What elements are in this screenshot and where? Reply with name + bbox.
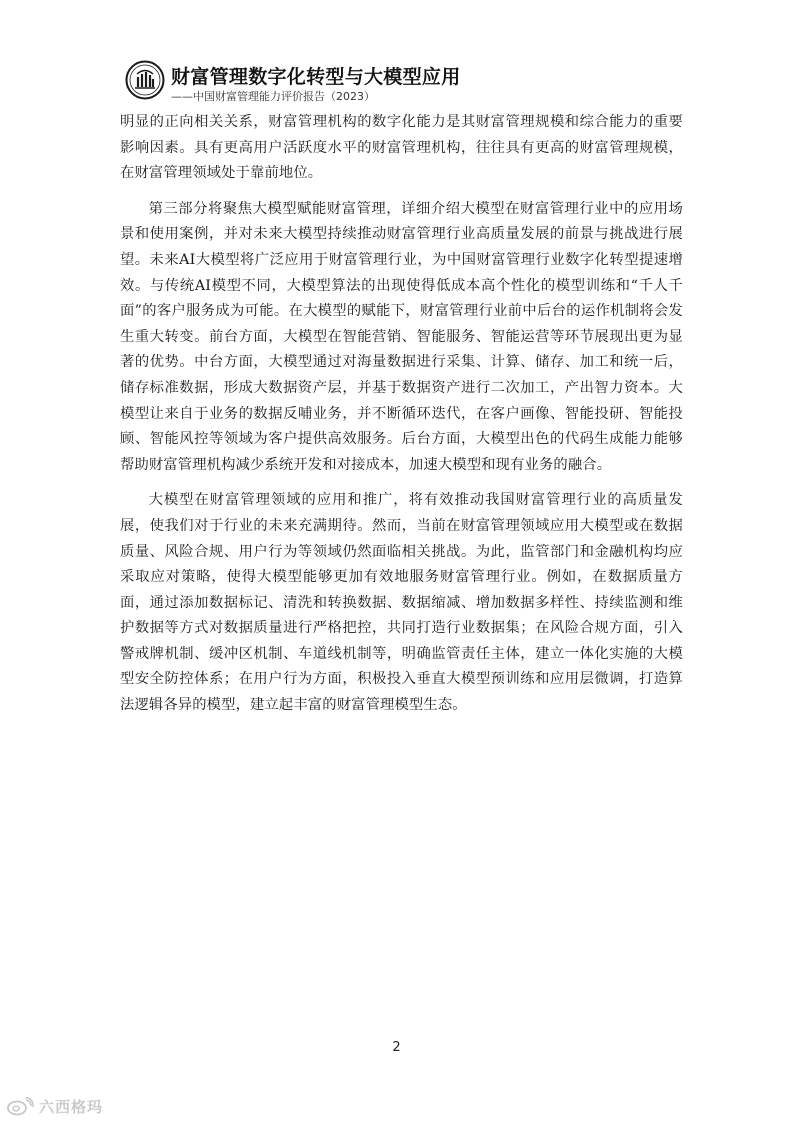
- header-title: 财富管理数字化转型与大模型应用: [171, 66, 461, 88]
- paragraph-continuation: 明显的正向相关关系，财富管理机构的数字化能力是其财富管理规模和综合能力的重要影响因素。具有更高用户活跃度水平的财富管理机构，往往具有更高的财富管理规模，在财富管理领域处于靠前地位。: [120, 114, 683, 182]
- page-number: 2: [392, 1040, 401, 1055]
- paragraph-challenges: 大模型在财富管理领域的应用和推广，将有效推动我国财富管理行业的高质量发展，使我们对于行业的未来充满期待。然而，当前在财富管理领域应用大模型或在数据质量、风险合规、用户行为等领域仍然面临相关挑战。为此，监管部门和金融机构均应采取应对策略，使得大模型能够更加有效地服务财富管理行业。例如，在数据质量方面，通过添加数据标记、清洗和转换数据、数据缩减、增加数据多样性、持续监测和维护数据等方式对数据质量进行严格把控，共同打造行业数据集；在风险合规方面，引入警戒牌机制、缓冲区机制、车道线机制等，明确监管责任主体，建立一体化实施的大模型安全防控体系；在用户行为方面，积极投入垂直大模型预训练和应用层微调，打造算法逻辑各异的模型，建立起丰富的财富管理模型生态。: [120, 492, 683, 714]
- paragraph-part-three: 第三部分将聚焦大模型赋能财富管理，详细介绍大模型在财富管理行业中的应用场景和使用案例，并对未来大模型持续推动财富管理行业高质量发展的前景与挑战进行展望。未来AI大模型将广泛应用于财富管理行业，为中国财富管理行业数字化转型提速增效。与传统AI模型不同，大模型算法的出现使得低成本高个性化的模型训练和“千人千面”的客户服务成为可能。在大模型的赋能下，财富管理行业前中后台的运作机制将会发生重大转变。前台方面，大模型在智能营销、智能服务、智能运营等环节展现出更为显著的优势。中台方面，大模型通过对海量数据进行采集、计算、储存、加工和统一后，储存标准数据，形成大数据资产层，并基于数据资产进行二次加工，产出智力资本。大模型让来自于业务的数据反哺业务，并不断循环迭代，在客户画像、智能投研、智能投顾、智能风控等领域为客户提供高效服务。后台方面，大模型出色的代码生成能力能够帮助财富管理机构减少系统开发和对接成本，加速大模型和现有业务的融合。: [120, 200, 683, 473]
- weibo-logo-icon: [6, 1096, 34, 1116]
- report-logo-icon: [125, 60, 165, 100]
- document-body: [120, 110, 683, 729]
- watermark-text: 六西格玛: [39, 1097, 104, 1116]
- header-subtitle: ——中国财富管理能力评价报告（2023）: [171, 90, 375, 103]
- document-header: [125, 58, 685, 108]
- watermark: [6, 1095, 103, 1117]
